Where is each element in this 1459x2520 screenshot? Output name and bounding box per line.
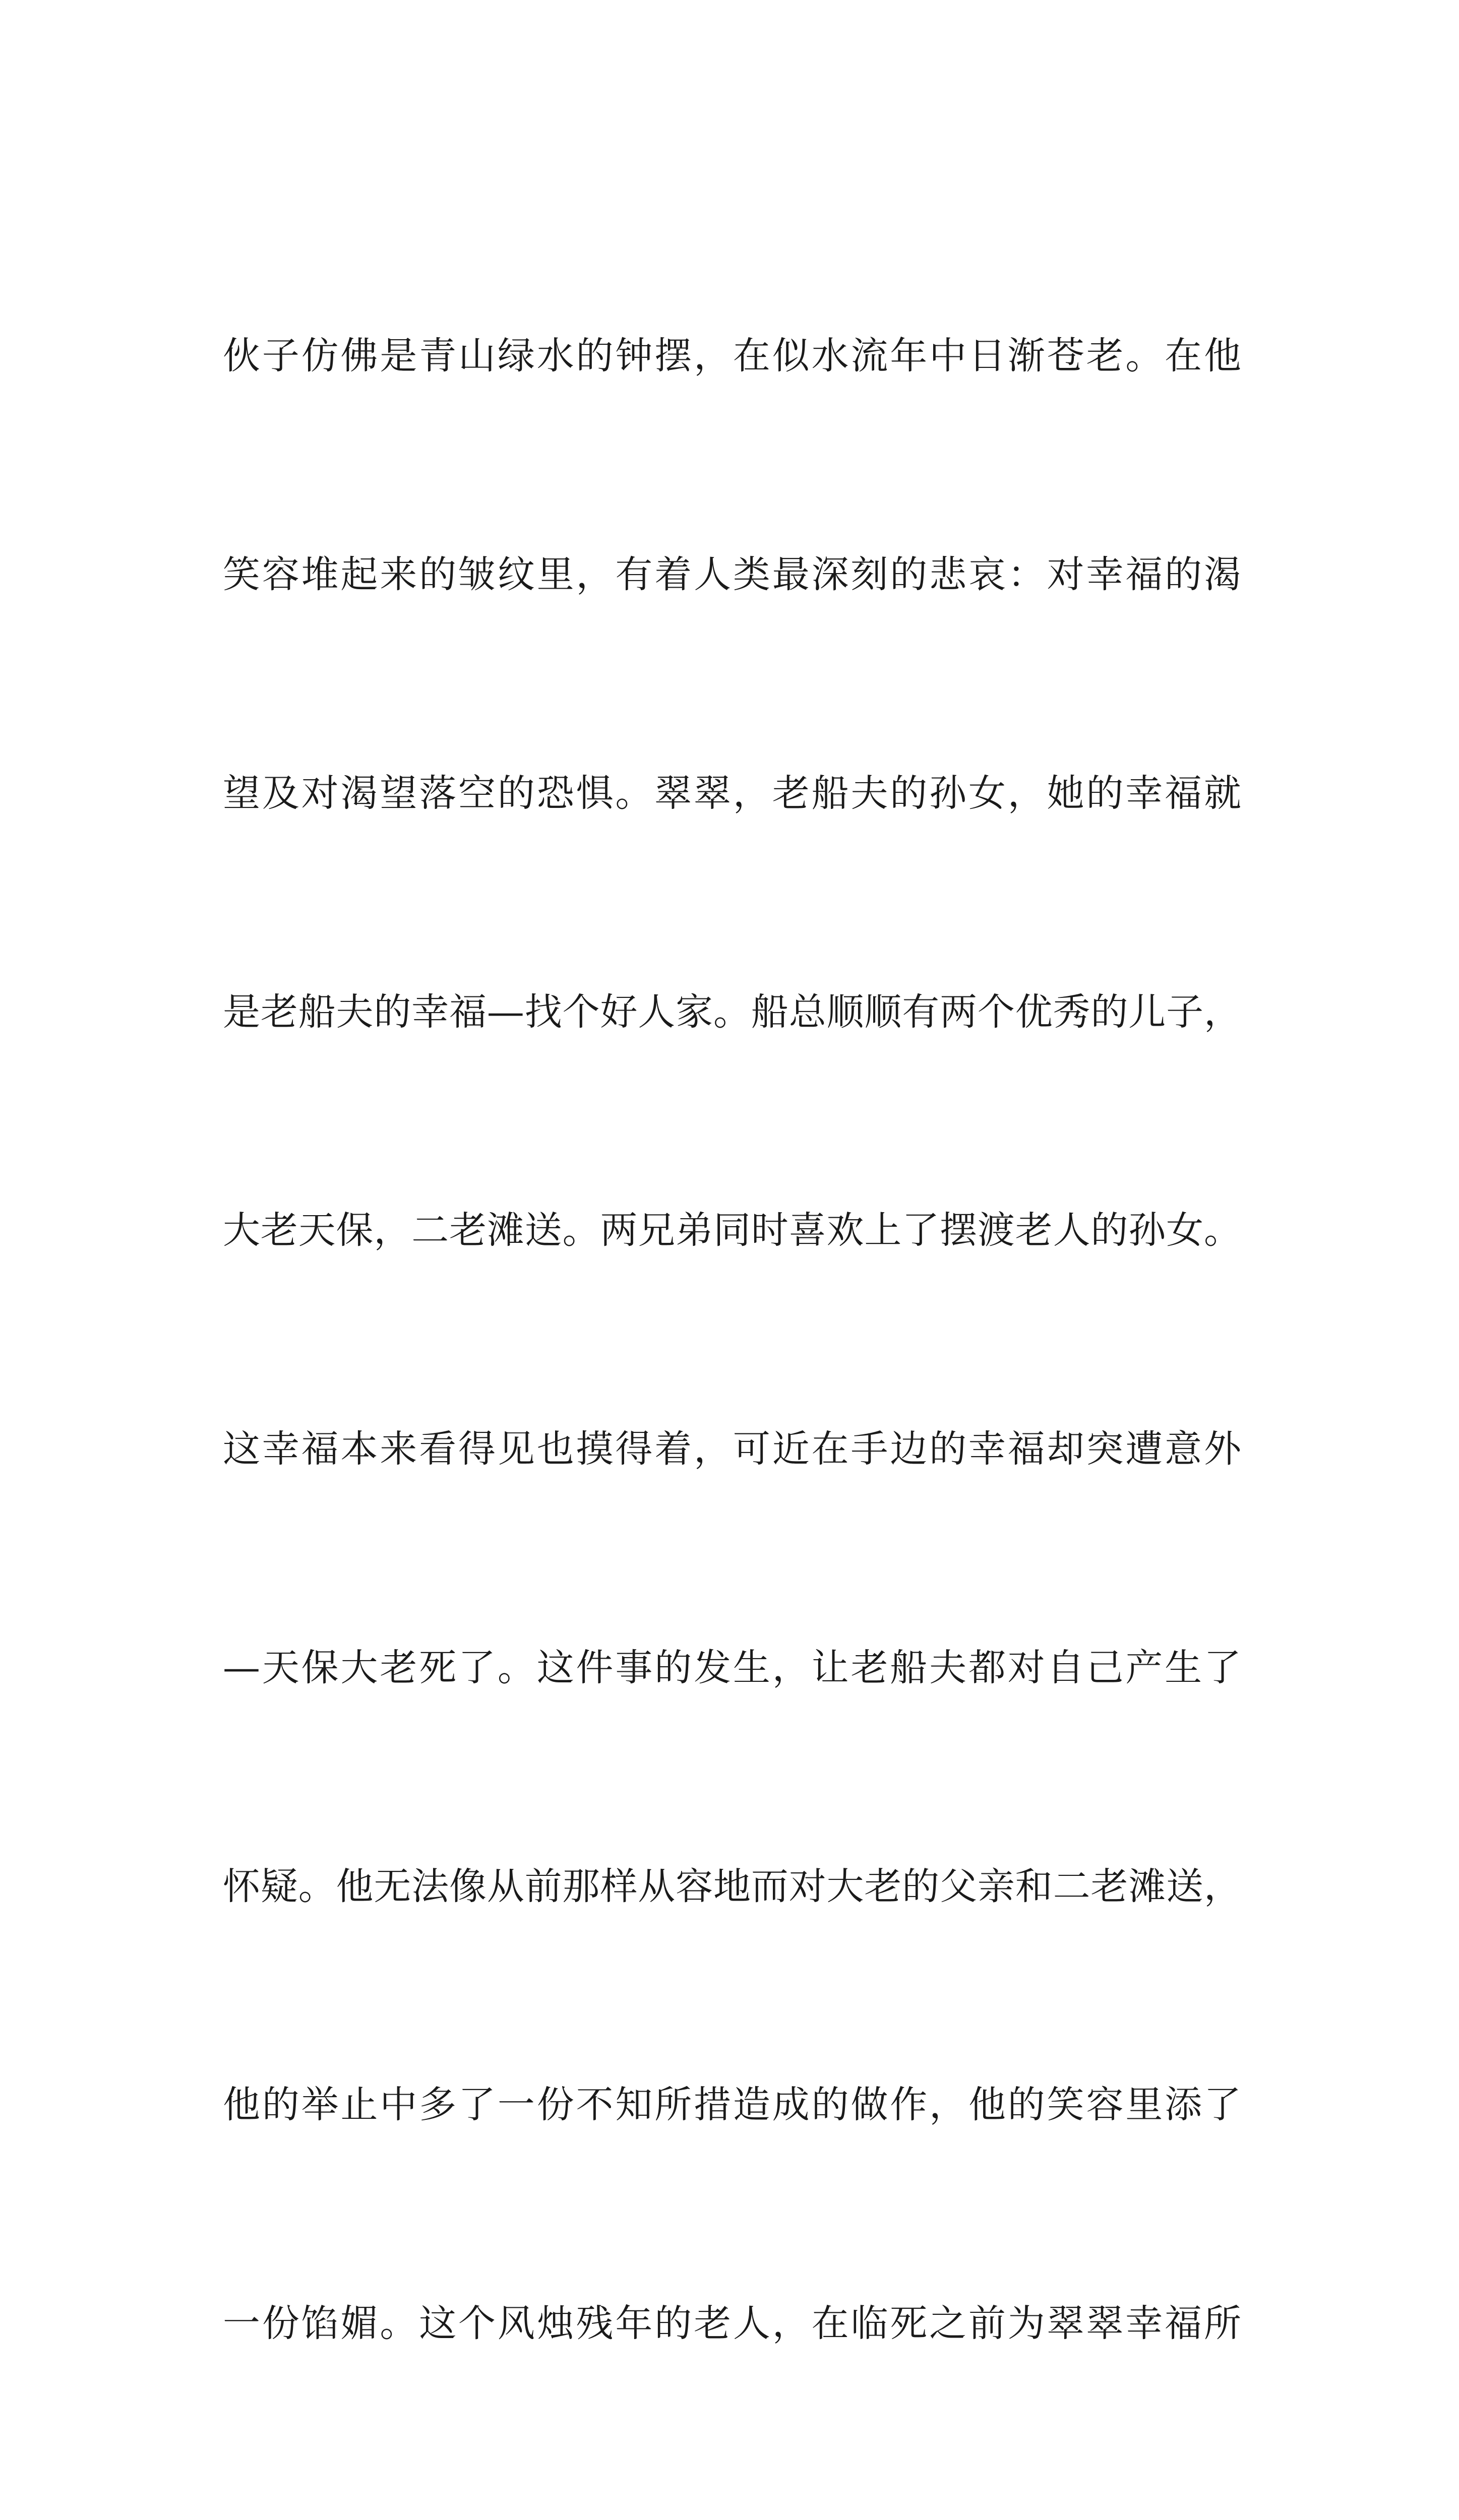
text-line: 是老船夫的幸福—找个好人家。船总顺顺有两个优秀的儿子， [223, 990, 1241, 1034]
text-line [223, 2506, 1241, 2520]
text-body [223, 174, 1241, 2520]
text-line: 笑容堆起来的皱纹里，有着人类最深刻的悲哀：对幸福的渴 [223, 552, 1241, 596]
text-line: 这幸福本来看得见也摸得着，可近在手边的幸福却突遭意外 [223, 1427, 1241, 1471]
paragraph-1 [223, 174, 1241, 2520]
text-line: 一份馅媚。这个风烛残年的老人，在临死之前为翠翠幸福所 [223, 2302, 1241, 2346]
text-line: 望及对渴望落空的恐惧。翠翠，老船夫的孙女，她的幸福就 [223, 771, 1241, 815]
text-line: 伙子仿佛是青山绿水的钟摆，在似水流年中日渐苍老。在他 [223, 334, 1241, 378]
text-line: 大老天保，二老滩送。两兄弟同时喜欢上了摆渡老人的孙女。 [223, 1209, 1241, 1252]
text-line: 怀疑。他无法像从前那样从容地而对大老的父亲和二老滩送， [223, 1864, 1241, 1908]
text-line: —天保大老死了。这件事的发生，让老船夫都对自己产生了 [223, 1646, 1241, 1689]
text-line: 他的举止中多了一份不知所措造成的做作，他的笑容里添了 [223, 2083, 1241, 2127]
